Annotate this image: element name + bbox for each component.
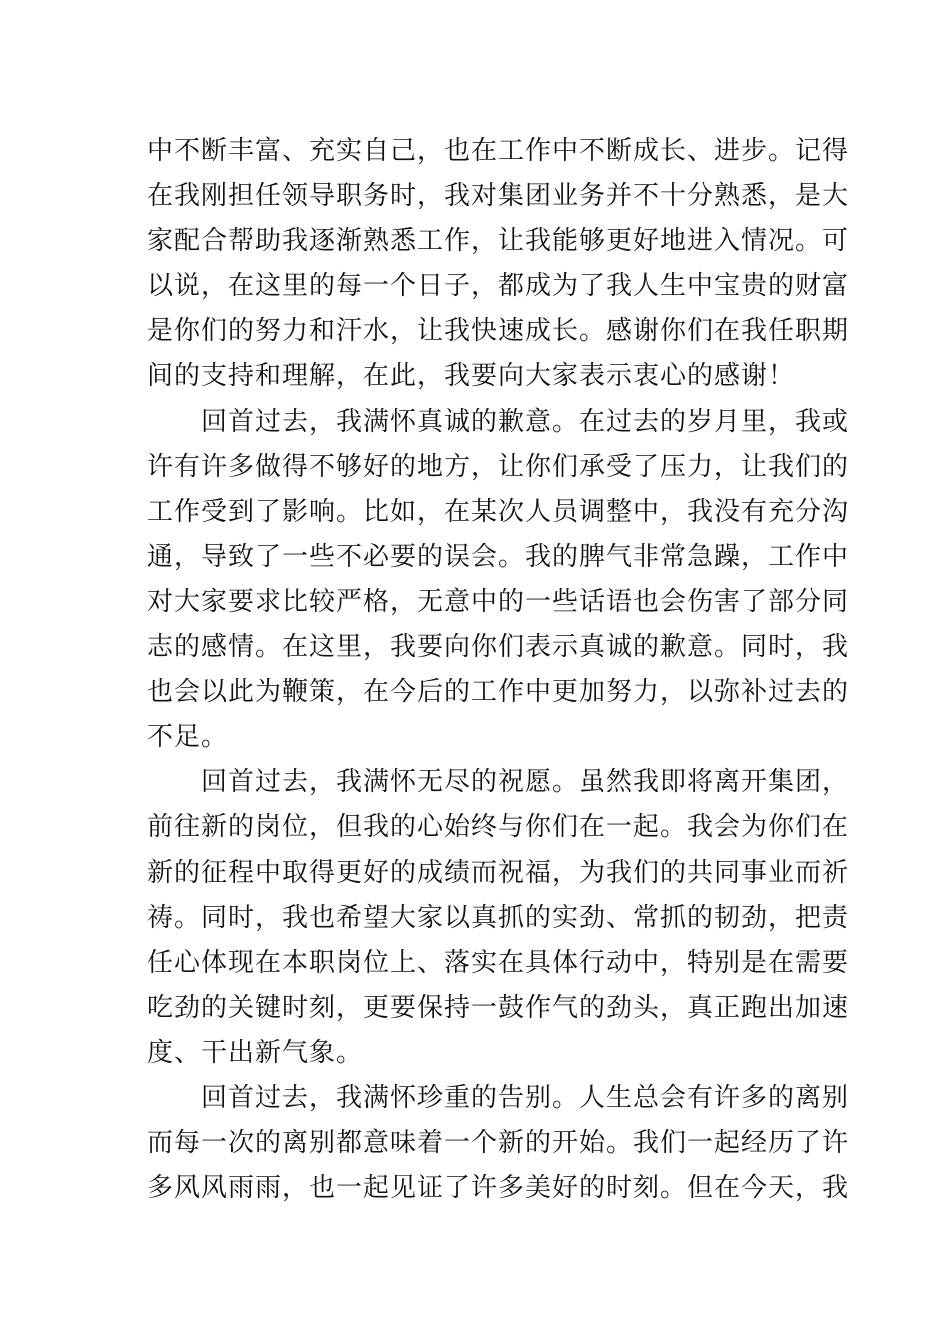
text-line: 也会以此为鞭策，在今后的工作中更加努力，以弥补过去的 xyxy=(147,677,850,708)
text-line: 回首过去，我满怀真诚的歉意。在过去的岁月里，我或 xyxy=(147,406,850,437)
text-line: 而每一次的离别都意味着一个新的开始。我们一起经历了许 xyxy=(147,1128,850,1159)
text-line: 以说，在这里的每一个日子，都成为了我人生中宝贵的财富 xyxy=(147,271,850,302)
paragraph-2 xyxy=(147,400,850,761)
text-line: 是你们的努力和汗水，让我快速成长。感谢你们在我任职期 xyxy=(147,316,850,347)
text-line: 任心体现在本职岗位上、落实在具体行动中，特别是在需要 xyxy=(147,947,850,978)
text-line: 在我刚担任领导职务时，我对集团业务并不十分熟悉，是大 xyxy=(147,181,850,212)
text-line: 工作受到了影响。比如，在某次人员调整中，我没有充分沟 xyxy=(147,496,850,527)
text-line: 回首过去，我满怀无尽的祝愿。虽然我即将离开集团， xyxy=(147,767,850,798)
text-line: 多风风雨雨，也一起见证了许多美好的时刻。但在今天，我 xyxy=(147,1173,850,1204)
text-line: 许有许多做得不够好的地方，让你们承受了压力，让我们的 xyxy=(147,451,850,482)
text-line: 新的征程中取得更好的成绩而祝福，为我们的共同事业而祈 xyxy=(147,857,850,888)
text-line: 吃劲的关键时刻，更要保持一鼓作气的劲头，真正跑出加速 xyxy=(147,992,850,1023)
text-line: 间的支持和理解，在此，我要向大家表示衷心的感谢！ xyxy=(147,361,796,392)
paragraph-3 xyxy=(147,760,850,1076)
text-line: 回首过去，我满怀珍重的告别。人生总会有许多的离别 xyxy=(147,1082,850,1113)
paragraph-1 xyxy=(147,129,850,400)
text-line: 中不断丰富、充实自己，也在工作中不断成长、进步。记得 xyxy=(147,136,850,166)
text-line: 家配合帮助我逐渐熟悉工作，让我能够更好地进入情况。可 xyxy=(147,226,850,257)
paragraph-4 xyxy=(147,1076,850,1211)
text-line: 度、干出新气象。 xyxy=(147,1037,364,1068)
text-line: 不足。 xyxy=(147,722,229,753)
body-text xyxy=(147,129,850,1211)
text-line: 祷。同时，我也希望大家以真抓的实劲、常抓的韧劲，把责 xyxy=(147,902,850,933)
text-line: 通，导致了一些不必要的误会。我的脾气非常急躁，工作中 xyxy=(147,541,850,572)
text-line: 对大家要求比较严格，无意中的一些话语也会伤害了部分同 xyxy=(147,586,850,617)
text-line: 志的感情。在这里，我要向你们表示真诚的歉意。同时，我 xyxy=(147,632,850,663)
text-line: 前往新的岗位，但我的心始终与你们在一起。我会为你们在 xyxy=(147,812,850,843)
